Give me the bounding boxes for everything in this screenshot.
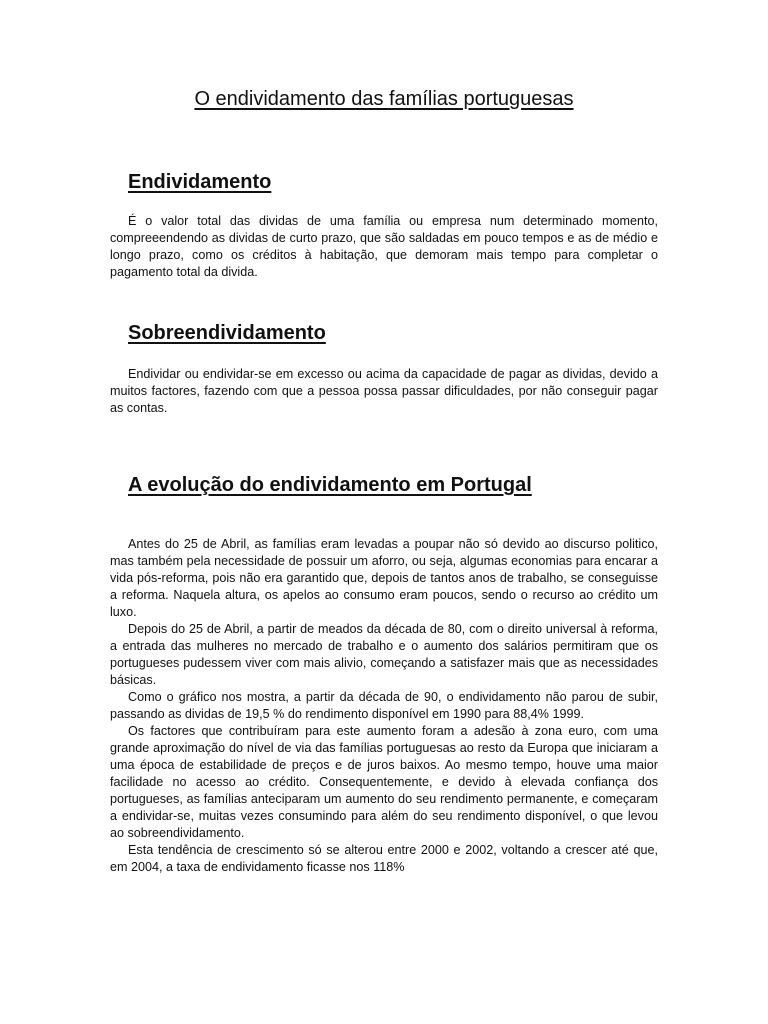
paragraph-tendencia-crescimento: Esta tendência de crescimento só se alterou entre 2000 e 2002, voltando a crescer até que, em 2004, a taxa de endividamento ficasse nos 118% <box>110 843 658 874</box>
document-page <box>110 0 658 1024</box>
paragraph-antes-25-abril: Antes do 25 de Abril, as famílias eram levadas a poupar não só devido ao discurso politico, mas também pela necessidade de possuir um aforro, ou seja, algumas economias para encarar a vida pós-reforma, pois não era garantido que, depois de tantos anos de trabalho, se conseguisse a reforma. Naquela altura, os apelos ao consumo eram poucos, sendo o recurso ao crédito um luxo. <box>110 537 658 619</box>
section-heading-evolucao: A evolução do endividamento em Portugal <box>128 474 532 496</box>
paragraph-endividamento-definition: É o valor total das dividas de uma família ou empresa num determinado momento, compreeendendo as dividas de curto prazo, que são saldadas em pouco tempos e as de médio e longo prazo, como os créditos à habitação, que demoram mais tempo para completar o pagamento total da divida. <box>110 214 658 279</box>
paragraph-sobreendividamento-definition: Endividar ou endividar-se em excesso ou acima da capacidade de pagar as dividas, devido a muitos factores, fazendo com que a pessoa possa passar dificuldades, por não conseguir pagar as contas. <box>110 367 658 415</box>
section-heading-endividamento: Endividamento <box>128 171 272 193</box>
paragraph-grafico-decada-90: Como o gráfico nos mostra, a partir da década de 90, o endividamento não parou de subir, passando as dividas de 19,5 % do rendimento disponível em 1990 para 88,4% 1999. <box>110 690 658 721</box>
paragraph-depois-25-abril: Depois do 25 de Abril, a partir de meados da década de 80, com o direito universal à reforma, a entrada das mulheres no mercado de trabalho e o aumento dos salários permitiram que os portugueses pudessem viver com mais alivio, começando a satisfazer mais que as necessidades básicas. <box>110 622 658 687</box>
document-title: O endividamento das famílias portuguesas <box>194 88 574 110</box>
section-body-evolucao <box>110 536 658 876</box>
paragraph-factores-aumento: Os factores que contribuíram para este aumento foram a adesão à zona euro, com uma grande aproximação do nível de via das famílias portuguesas ao resto da Europa que iniciaram a uma época de estabilidade de preços e de juros baixos. Ao mesmo tempo, houve uma maior facilidade no acesso ao crédito. Consequentemente, e devido à elevada confiança dos portugueses, as famílias anteciparam um aumento do seu rendimento permanente, e começaram a endividar-se, muitas vezes consumindo para além do seu rendimento disponível, o que levou ao sobreendividamento. <box>110 724 658 840</box>
section-heading-sobreendividamento: Sobreendividamento <box>128 322 326 344</box>
